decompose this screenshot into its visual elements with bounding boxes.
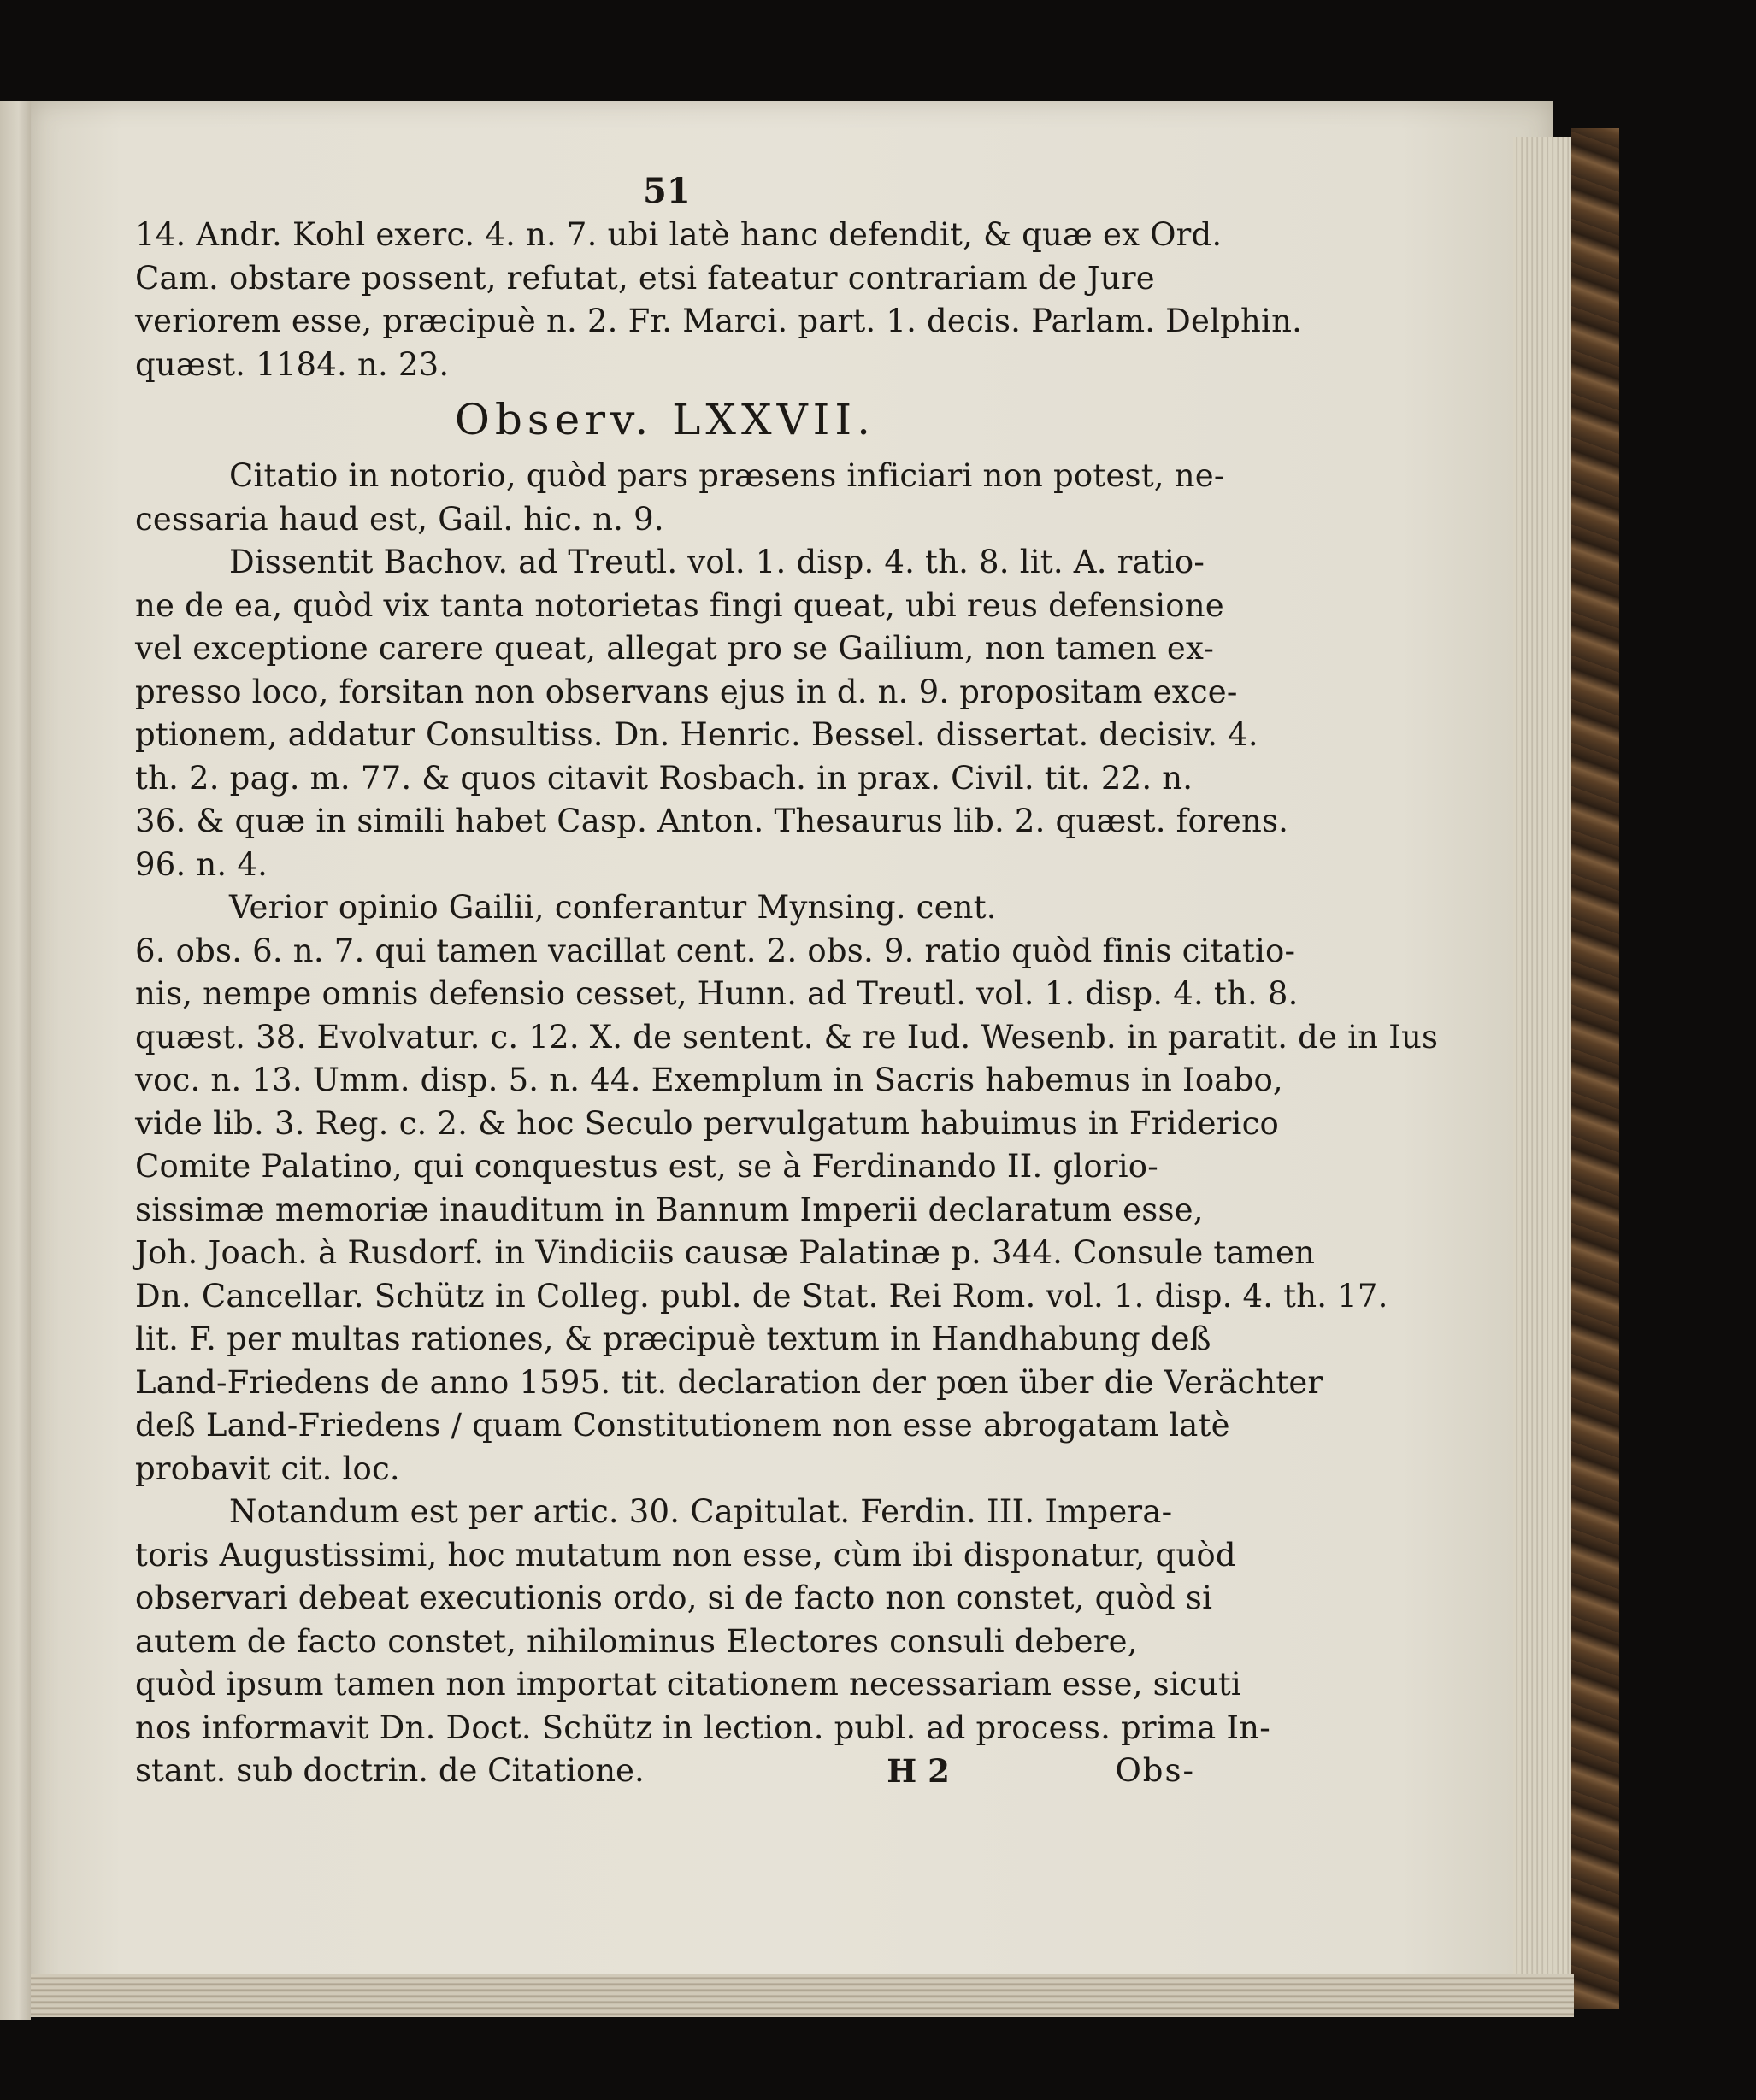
text-line: quòd ipsum tamen non importat citationem necessariam esse, sicuti: [135, 1666, 1241, 1703]
text-line: Land-Friedens de anno 1595. tit. declaration der pœn über die Verächter: [135, 1363, 1323, 1401]
text-line: observari debeat executionis ordo, si de facto non constet, quòd si: [135, 1579, 1213, 1616]
text-line: 96. n. 4.: [135, 845, 268, 883]
text-line: cessaria haud est, Gail. hic. n. 9.: [135, 500, 664, 538]
paragraph-1: [135, 455, 1225, 541]
text-line: vide lib. 3. Reg. c. 2. & hoc Seculo pervulgatum habuimus in Friderico: [135, 1104, 1279, 1142]
bottom-page-edges: [31, 1974, 1574, 2017]
previous-page-edge: [0, 101, 31, 2020]
text-line: stant. sub doctrin. de Citatione.: [135, 1752, 645, 1789]
text-line: lit. F. per multas rationes, & præcipuè textum in Handhabung deß: [135, 1321, 1211, 1357]
observation-heading: Observ. LXXVII.: [454, 395, 876, 444]
text-line: quæst. 1184. n. 23.: [135, 345, 450, 383]
signature-mark: H 2: [887, 1752, 950, 1790]
catchword: Obs-: [1115, 1752, 1195, 1789]
marbled-cover-board: [1571, 128, 1619, 2009]
text-line: nos informavit Dn. Doct. Schütz in lection. publ. ad process. prima In-: [135, 1709, 1270, 1746]
text-line: 36. & quæ in simili habet Casp. Anton. Thesaurus lib. 2. quæst. forens.: [135, 803, 1289, 839]
text-line: th. 2. pag. m. 77. & quos citavit Rosbach. in prax. Civil. tit. 22. n.: [135, 759, 1193, 797]
text-line: sissimæ memoriæ inauditum in Bannum Imperii declaratum esse,: [135, 1191, 1204, 1228]
text-line: Dn. Cancellar. Schütz in Colleg. publ. de Stat. Rei Rom. vol. 1. disp. 4. th. 17.: [135, 1277, 1388, 1315]
paragraph-4: [135, 1491, 1270, 1750]
page-number: 51: [643, 171, 691, 211]
text-line: Verior opinio Gailii, conferantur Mynsing. cent.: [229, 889, 997, 926]
text-line: ptionem, addatur Consultiss. Dn. Henric. Bessel. dissertat. decisiv. 4.: [135, 716, 1258, 753]
opening-lines: [135, 214, 1303, 386]
text-line: presso loco, forsitan non observans ejus in d. n. 9. propositam exce-: [135, 673, 1238, 710]
text-line: nis, nempe omnis defensio cesset, Hunn. ad Treutl. vol. 1. disp. 4. th. 8.: [135, 975, 1299, 1012]
text-line: quæst. 38. Evolvatur. c. 12. X. de sentent. & re Iud. Wesenb. in paratit. de in Ius: [135, 1018, 1439, 1056]
paragraph-3: [135, 886, 1439, 1491]
text-line: probavit cit. loc.: [135, 1450, 400, 1487]
text-line: Cam. obstare possent, refutat, etsi fateatur contrariam de Jure: [135, 259, 1155, 297]
last-line: [135, 1750, 1195, 1793]
paragraph-2: [135, 541, 1289, 886]
text-line: vel exceptione carere queat, allegat pro se Gailium, non tamen ex-: [135, 630, 1215, 667]
text-line: Notandum est per artic. 30. Capitulat. Ferdin. III. Impera-: [229, 1493, 1173, 1530]
text-line: Joh. Joach. à Rusdorf. in Vindiciis causæ Palatinæ p. 344. Consule tamen: [135, 1234, 1316, 1271]
text-line: Comite Palatino, qui conquestus est, se à Ferdinando II. glorio-: [135, 1148, 1158, 1185]
text-line: deß Land-Friedens / quam Constitutionem non esse abrogatam latè: [135, 1407, 1230, 1444]
text-line: 6. obs. 6. n. 7. qui tamen vacillat cent. 2. obs. 9. ratio quòd finis citatio-: [135, 932, 1296, 969]
text-line: toris Augustissimi, hoc mutatum non esse, cùm ibi disponatur, quòd: [135, 1536, 1236, 1574]
text-line: veriorem esse, præcipuè n. 2. Fr. Marci. part. 1. decis. Parlam. Delphin.: [135, 303, 1303, 339]
text-line: voc. n. 13. Umm. disp. 5. n. 44. Exemplum in Sacris habemus in Ioabo,: [135, 1062, 1283, 1098]
page-edges: [1513, 137, 1573, 2000]
text-line: ne de ea, quòd vix tanta notorietas fingi queat, ubi reus defensione: [135, 586, 1224, 624]
text-line: 14. Andr. Kohl exerc. 4. n. 7. ubi latè hanc defendit, & quæ ex Ord.: [135, 216, 1223, 253]
text-line: autem de facto constet, nihilominus Electores consuli debere,: [135, 1622, 1138, 1660]
page-text: [135, 171, 1439, 1793]
text-line: Dissentit Bachov. ad Treutl. vol. 1. disp. 4. th. 8. lit. A. ratio-: [229, 544, 1205, 580]
text-line: Citatio in notorio, quòd pars præsens inficiari non potest, ne-: [229, 457, 1225, 494]
